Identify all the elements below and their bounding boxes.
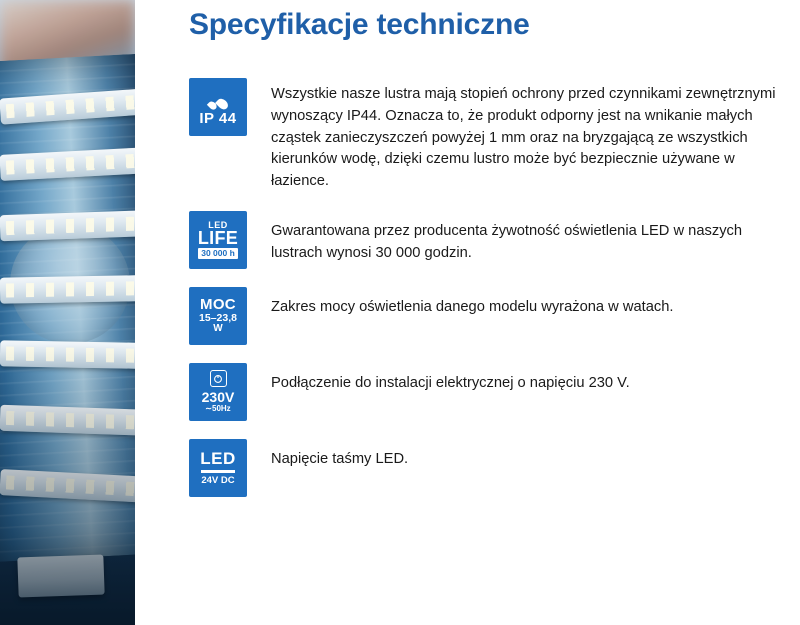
power-badge-line3: W — [213, 323, 223, 335]
led-strip-reel-photo — [0, 0, 135, 625]
spec-paragraph: Zakres mocy oświetlenia danego modelu wyrażona w watach. — [271, 298, 674, 315]
page-title: Specyfikacje techniczne — [189, 8, 530, 41]
led-voltage-badge-line1: LED — [200, 448, 236, 468]
led-voltage-badge-line2: 24V DC — [201, 475, 235, 487]
spec-row-led-voltage — [189, 439, 789, 497]
spec-row-voltage — [189, 363, 789, 421]
spec-row-ip44 — [189, 78, 789, 193]
power-badge-line1: MOC — [200, 296, 236, 314]
power-badge-line2: 15–23,8 — [199, 312, 237, 325]
spec-paragraph: Napięcie taśmy LED. — [271, 450, 409, 467]
led-life-badge-line2: LIFE — [197, 227, 239, 248]
spec-text-ip44 — [247, 78, 789, 193]
spec-text-led-life — [247, 211, 789, 265]
spec-text-power — [247, 287, 789, 319]
ip44-badge — [189, 78, 247, 136]
spec-row-led-life — [189, 211, 789, 269]
led-life-badge — [189, 211, 247, 269]
photo-vignette — [0, 0, 135, 625]
spec-paragraph: Wszystkie nasze lustra mają stopień ochrony przed czynnikami zewnętrznymi wynoszący IP44. Oznacza to, że produkt odporny jest na wnikanie małych cząstek zanieczyszczeń powyżej 1 mm oraz na bryzgającą ze wszystkich kierunków wodę, dzięki czemu lustro może być bezpiecznie używane w łazience. — [271, 86, 776, 189]
ip44-badge-label: IP 44 — [199, 109, 237, 127]
led-voltage-badge — [189, 439, 247, 497]
power-badge — [189, 287, 247, 345]
voltage-badge-line2: ∼50Hz — [205, 404, 231, 414]
water-drops-icon — [209, 88, 227, 110]
specs-list — [189, 78, 789, 515]
specs-content — [135, 0, 800, 625]
led-life-badge-line3: 30 000 h — [198, 248, 238, 259]
spec-paragraph: Gwarantowana przez producenta żywotność oświetlenia LED w naszych lustrach wynosi 30 000 godzin. — [271, 222, 743, 261]
spec-text-voltage — [247, 363, 789, 395]
spec-paragraph: Podłączenie do instalacji elektrycznej o napięciu 230 V. — [271, 374, 630, 391]
spec-row-power — [189, 287, 789, 345]
voltage-badge — [189, 363, 247, 421]
spec-text-led-voltage — [247, 439, 789, 471]
voltage-badge-line1: 230V — [201, 389, 235, 406]
led-life-badge-line1: LED — [208, 219, 228, 230]
divider-bar-icon — [201, 470, 235, 473]
voltage-icon — [210, 370, 227, 387]
